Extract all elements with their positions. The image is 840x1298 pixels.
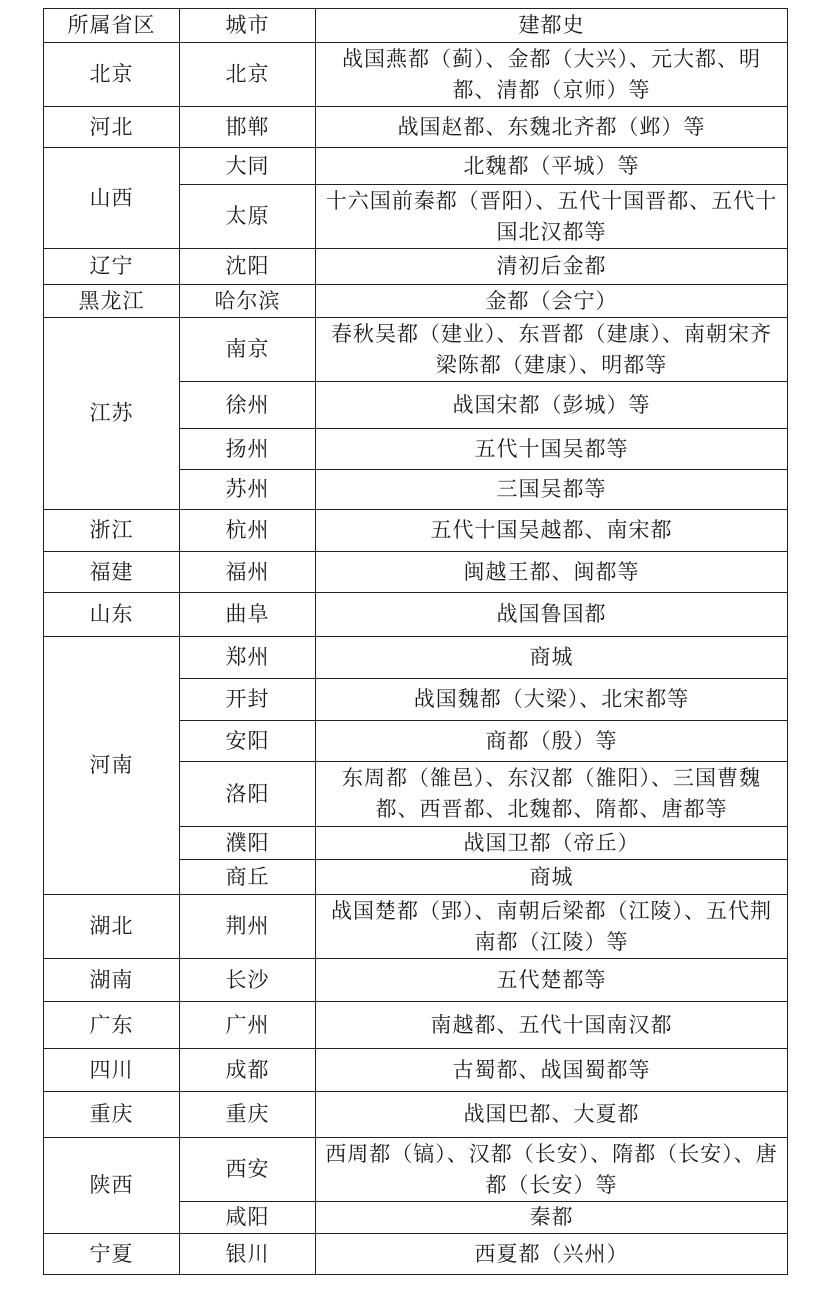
history-cell: 南越都、五代十国南汉都	[316, 1002, 788, 1049]
city-cell: 苏州	[180, 470, 316, 510]
header-city: 城市	[180, 9, 316, 43]
table-row	[44, 249, 788, 285]
table-row	[44, 1092, 788, 1138]
table-row	[44, 510, 788, 552]
province-cell: 辽宁	[44, 249, 180, 285]
table-row	[44, 318, 788, 382]
province-cell: 河北	[44, 107, 180, 148]
city-cell: 洛阳	[180, 762, 316, 827]
province-cell: 浙江	[44, 510, 180, 552]
table-row	[44, 1002, 788, 1049]
city-cell: 重庆	[180, 1092, 316, 1138]
table-row	[44, 1049, 788, 1092]
history-cell: 十六国前秦都（晋阳）、五代十国晋都、五代十国北汉都等	[316, 185, 788, 249]
province-cell: 北京	[44, 43, 180, 107]
city-cell: 邯郸	[180, 107, 316, 148]
header-row	[44, 9, 788, 43]
province-cell: 重庆	[44, 1092, 180, 1138]
city-cell: 广州	[180, 1002, 316, 1049]
history-cell: 战国燕都（蓟）、金都（大兴）、元大都、明都、清都（京师）等	[316, 43, 788, 107]
history-cell: 金都（会宁）	[316, 285, 788, 318]
table-row	[44, 148, 788, 185]
province-cell: 河南	[44, 637, 180, 895]
history-cell: 北魏都（平城）等	[316, 148, 788, 185]
province-cell: 陕西	[44, 1138, 180, 1234]
history-cell: 东周都（雒邑）、东汉都（雒阳）、三国曹魏都、西晋都、北魏都、隋都、唐都等	[316, 762, 788, 827]
header-history: 建都史	[316, 9, 788, 43]
table-row	[44, 107, 788, 148]
city-cell: 徐州	[180, 382, 316, 429]
city-cell: 西安	[180, 1138, 316, 1202]
history-cell: 商城	[316, 637, 788, 679]
history-cell: 西夏都（兴州）	[316, 1234, 788, 1275]
capital-history-table	[43, 8, 788, 1275]
history-cell: 秦都	[316, 1202, 788, 1234]
table-row	[44, 285, 788, 318]
city-cell: 杭州	[180, 510, 316, 552]
table-row	[44, 1138, 788, 1202]
city-cell: 开封	[180, 679, 316, 721]
city-cell: 扬州	[180, 429, 316, 470]
province-cell: 湖北	[44, 895, 180, 959]
province-cell: 宁夏	[44, 1234, 180, 1275]
table-row	[44, 43, 788, 107]
province-cell: 山东	[44, 593, 180, 637]
history-cell: 战国鲁国都	[316, 593, 788, 637]
province-cell: 四川	[44, 1049, 180, 1092]
city-cell: 濮阳	[180, 827, 316, 860]
history-cell: 古蜀都、战国蜀都等	[316, 1049, 788, 1092]
city-cell: 荆州	[180, 895, 316, 959]
history-cell: 五代十国吴越都、南宋都	[316, 510, 788, 552]
city-cell: 安阳	[180, 721, 316, 762]
city-cell: 郑州	[180, 637, 316, 679]
city-cell: 咸阳	[180, 1202, 316, 1234]
table-row	[44, 637, 788, 679]
history-cell: 三国吴都等	[316, 470, 788, 510]
province-cell: 山西	[44, 148, 180, 249]
province-cell: 黑龙江	[44, 285, 180, 318]
header-province: 所属省区	[44, 9, 180, 43]
history-cell: 战国巴都、大夏都	[316, 1092, 788, 1138]
city-cell: 北京	[180, 43, 316, 107]
city-cell: 银川	[180, 1234, 316, 1275]
city-cell: 大同	[180, 148, 316, 185]
table-row	[44, 895, 788, 959]
city-cell: 哈尔滨	[180, 285, 316, 318]
city-cell: 沈阳	[180, 249, 316, 285]
history-cell: 五代十国吴都等	[316, 429, 788, 470]
history-cell: 战国宋都（彭城）等	[316, 382, 788, 429]
province-cell: 江苏	[44, 318, 180, 510]
history-cell: 西周都（镐）、汉都（长安）、隋都（长安）、唐都（长安）等	[316, 1138, 788, 1202]
city-cell: 长沙	[180, 959, 316, 1002]
history-cell: 商城	[316, 860, 788, 895]
table-body	[44, 9, 788, 1275]
history-cell: 战国卫都（帝丘）	[316, 827, 788, 860]
table-row	[44, 1234, 788, 1275]
province-cell: 福建	[44, 552, 180, 593]
city-cell: 太原	[180, 185, 316, 249]
city-cell: 福州	[180, 552, 316, 593]
city-cell: 成都	[180, 1049, 316, 1092]
table-row	[44, 552, 788, 593]
history-cell: 闽越王都、闽都等	[316, 552, 788, 593]
history-cell: 清初后金都	[316, 249, 788, 285]
city-cell: 商丘	[180, 860, 316, 895]
city-cell: 南京	[180, 318, 316, 382]
table-row	[44, 959, 788, 1002]
history-cell: 战国魏都（大梁）、北宋都等	[316, 679, 788, 721]
province-cell: 广东	[44, 1002, 180, 1049]
history-cell: 春秋吴都（建业）、东晋都（建康）、南朝宋齐梁陈都（建康）、明都等	[316, 318, 788, 382]
province-cell: 湖南	[44, 959, 180, 1002]
city-cell: 曲阜	[180, 593, 316, 637]
history-cell: 商都（殷）等	[316, 721, 788, 762]
history-cell: 五代楚都等	[316, 959, 788, 1002]
history-cell: 战国楚都（郢）、南朝后梁都（江陵）、五代荆南都（江陵）等	[316, 895, 788, 959]
table-row	[44, 593, 788, 637]
history-cell: 战国赵都、东魏北齐都（邺）等	[316, 107, 788, 148]
